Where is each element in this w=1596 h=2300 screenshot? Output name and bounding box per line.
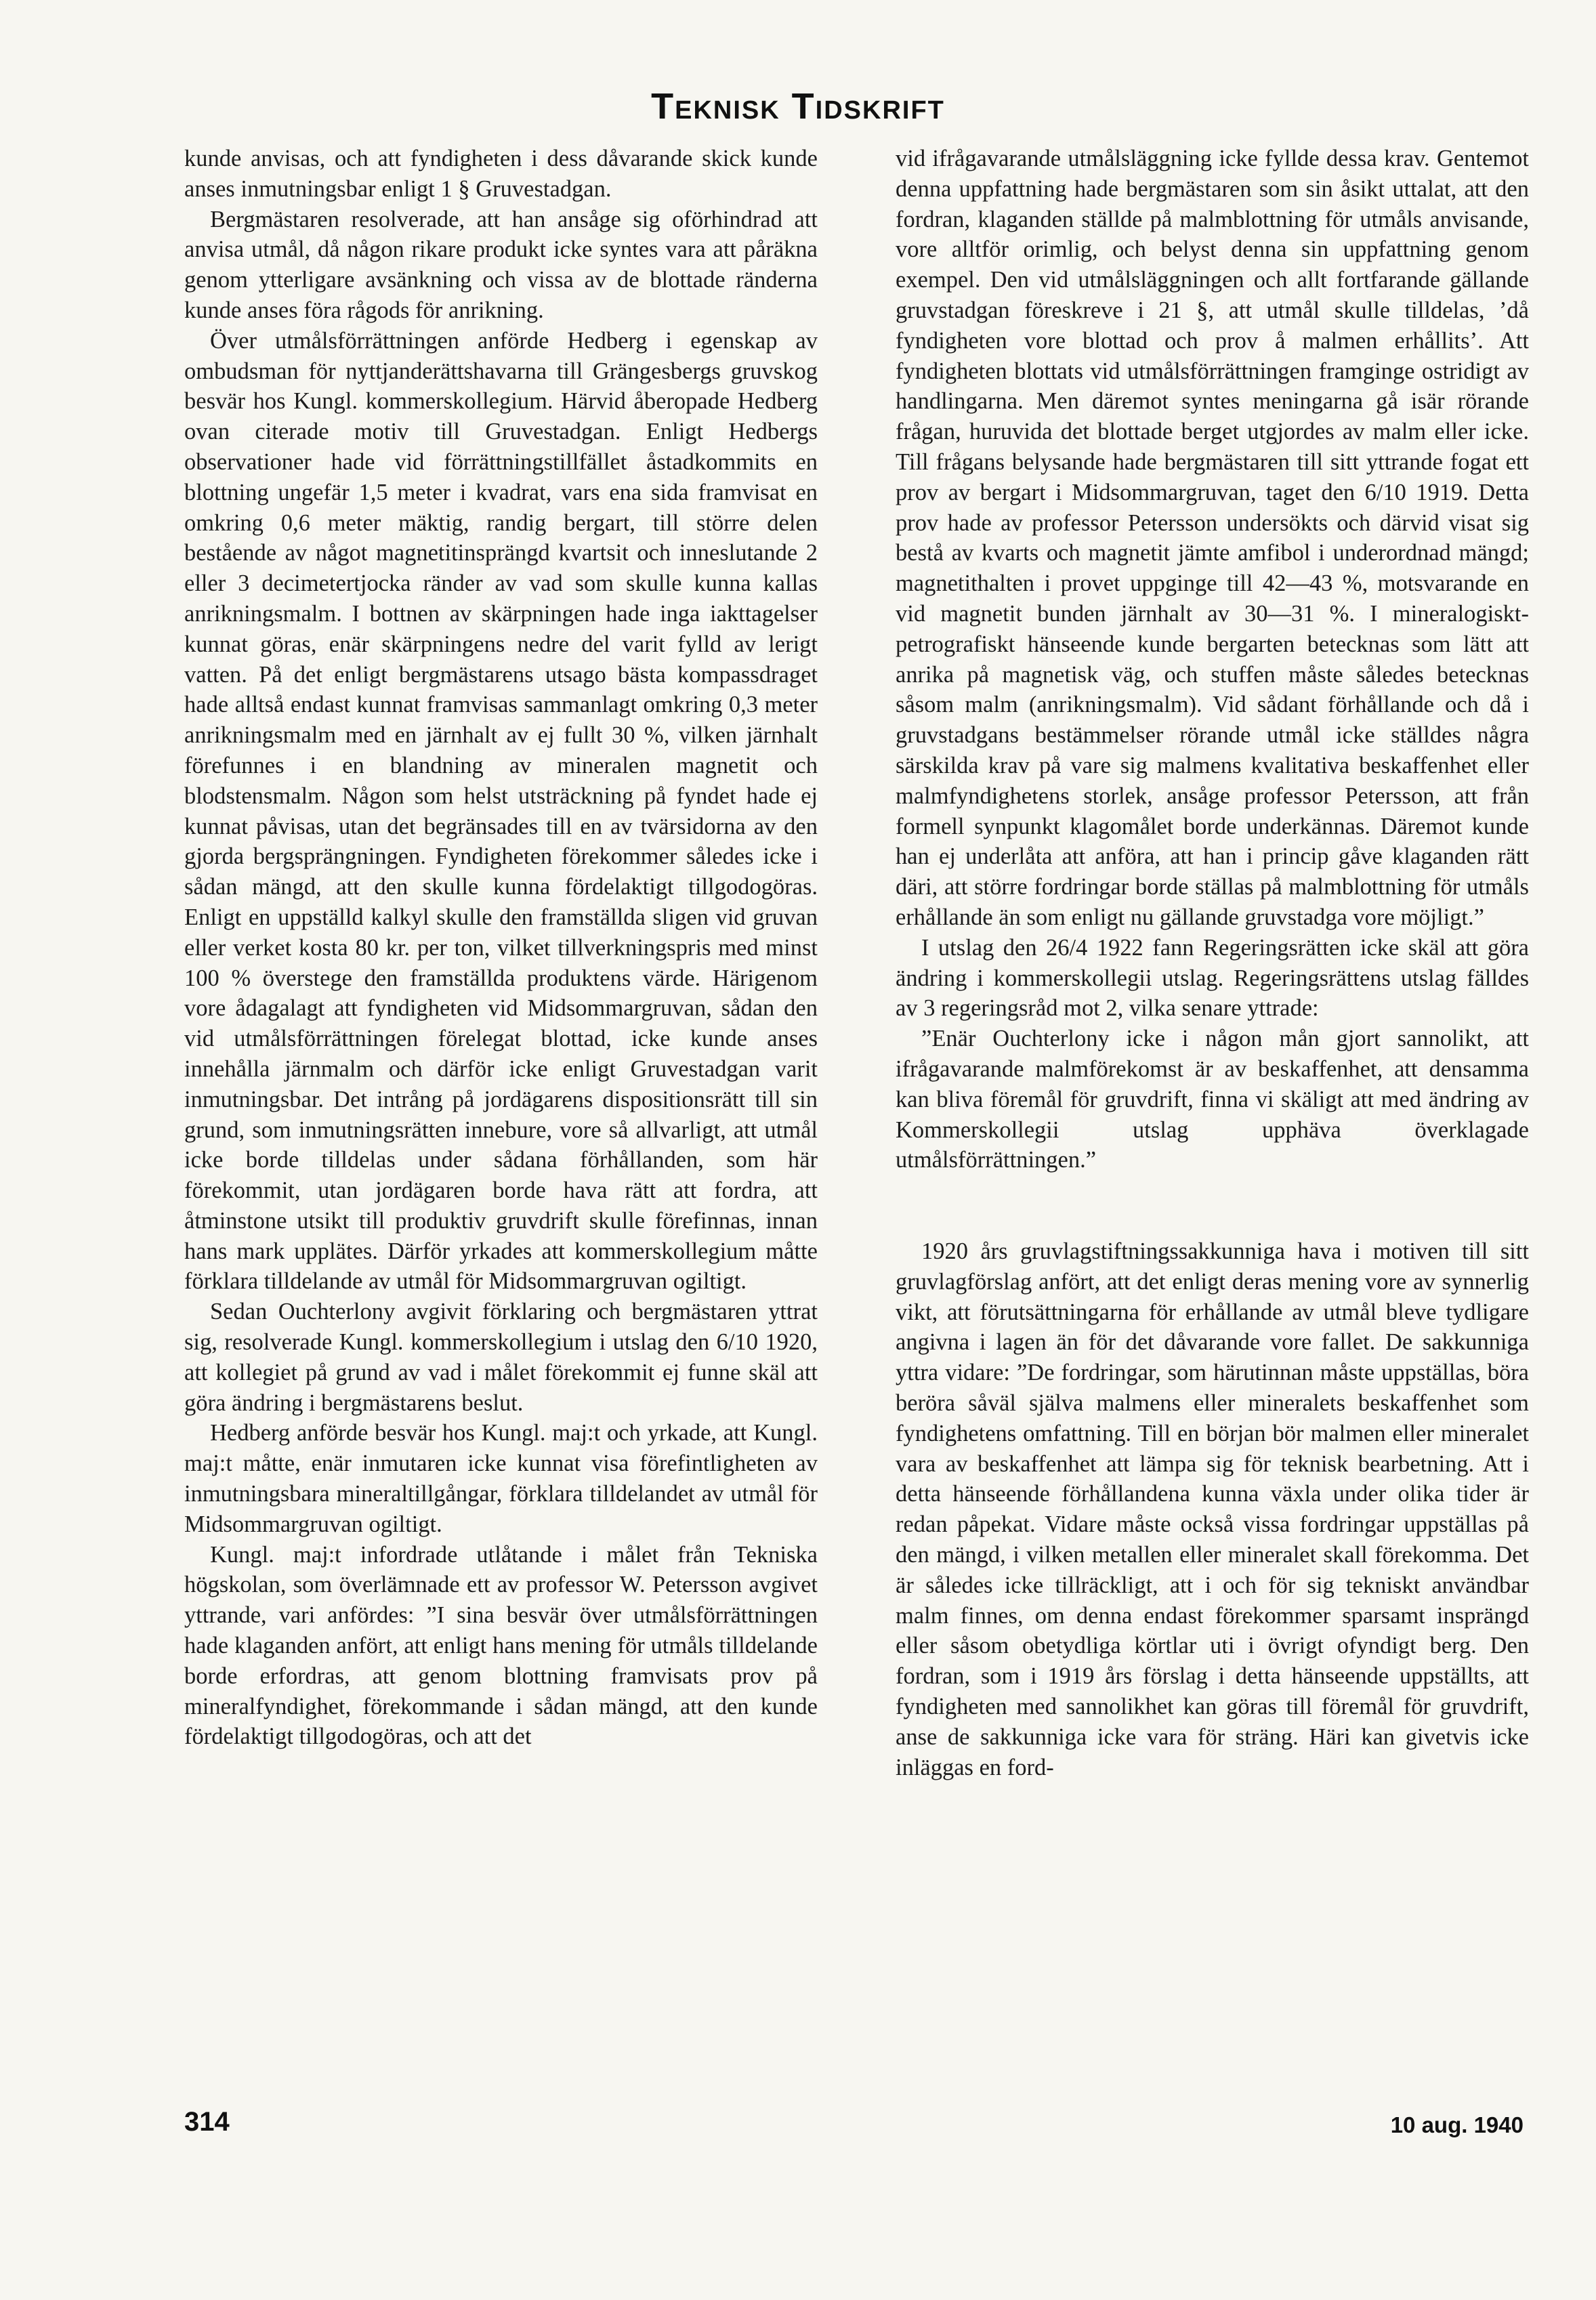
- journal-title: Teknisk Tidskrift: [651, 86, 945, 127]
- paragraph: 1920 års gruvlagstiftningssakkunniga hava i motiven till sitt gruvlagförslag anfört, att det enligt deras mening vore av synnerlig vikt, att förutsättningarna för erhållande av utmål bleve tydligare angivna i lagen än för det dåvarande vore fallet. De sakkunniga yttra vidare: ”De fordringar, som härutinnan måste uppställas, böra beröra såväl själva malmens eller mineralets beskaffenhet som fyndighetens omfattning. Till en början bör malmen eller mineralet vara av beskaffenhet att lämpa sig för teknisk bearbetning. Att i detta hänseende förhållandena kunna växla under olika tider är redan påpekat. Vidare måste också vissa fordringar uppställas på den mängd, i vilken metallen eller mineralet skall förekomma. Det är således icke tillräckligt, att i och för sig tekniskt användbar malm finnes, om denna endast förekommer sparsamt insprängd eller såsom obetydliga körtlar uti i övrigt ofyndigt berg. Den fordran, som i 1919 års förslag i detta hänseende uppställts, att fyndigheten med sannolikhet kan göras till föremål för gruvdrift, anse de sakkunniga icke vara för sträng. Häri kan givetvis icke inläggas en ford-: [896, 1238, 1529, 1780]
- paragraph: Hedberg anförde besvär hos Kungl. maj:t och yrkade, att Kungl. maj:t måtte, enär inmutaren icke kunnat visa förefintligheten av inmutningsbara mineraltillgångar, förklara tilldelandet av utmål för Midsommargruvan ogiltigt.: [184, 1420, 818, 1537]
- paragraph: kunde anvisas, och att fyndigheten i dess dåvarande skick kunde anses inmutningsbar enligt 1 § Gruvestadgan.: [184, 146, 818, 202]
- quoted-dissent: ”Enär Ouchterlony icke i någon mån gjort sannolikt, att ifrågavarande malmförekomst är av beskaffenhet, att densamma kan bliva föremål för gruvdrift, finna vi skäligt att med ändring av Kommerskollegii utslag upphäva överklagade utmålsförrättningen.”: [896, 1026, 1529, 1173]
- paragraph: Över utmålsförrättningen anförde Hedberg i egenskap av ombudsman för nyttjanderättshavarna till Grängesbergs gruvskog besvär hos Kungl. kommerskollegium. Härvid åberopade Hedberg ovan citerade motiv till Gruvestadgan. Enligt Hedbergs observationer hade vid förrättningstillfället åstadkommits en blottning ungefär 1,5 meter i kvadrat, vars ena sida framvisat en omkring 0,6 meter mäktig, randig bergart, till större delen bestående av något magnetitinsprängd kvartsit och inneslutande 2 eller 3 decimetertjocka ränder av vad som skulle kunna kallas anrikningsmalm. I bottnen av skärpningen hade inga iakttagelser kunnat göras, enär skärpningens nedre del varit fylld av lerigt vatten. På det enligt bergmästarens utsago bästa kompassdraget hade alltså endast kunnat framvisas sammanlagt omkring 0,3 meter anrikningsmalm med en järnhalt av ej fullt 30 %, vilken järnhalt förefunnes i en blandning av mineralen magnetit och blodstensmalm. Någon som helst utsträckning på fyndet hade ej kunnat påvisas, utan det begränsades till en av tvärsidorna av den gjorda bergsprängningen. Fyndigheten förekommer således icke i sådan mängd, att den skulle kunna fördelaktigt tillgodogöras. Enligt en uppställd kalkyl skulle den framställda sligen vid gruvan eller verket kosta 80 kr. per ton, vilket tillverkningspris med minst 100 % överstege den framställda produktens värde. Härigenom vore ådagalagt att fyndigheten vid Midsommargruvan, sådan den vid utmålsförrättningen förelegat blottad, icke kunde anses innehålla järnmalm och därför icke enligt Gruvestadgan varit inmutningsbar. Det intrång på jordägarens dispositionsrätt till sin grund, som inmutningsrätten innebure, vore så allvarligt, att utmål icke borde tilldelas under sådana förhållanden, som här förekommit, utan jordägaren borde hava rätt att fordra, att åtminstone utsikt till produktiv gruvdrift skulle förefinnas, innan hans mark upplätes. Därför yrkades att kommerskollegium måtte förklara tilldelande av utmål för Midsommargruvan ogiltigt.: [184, 327, 818, 1295]
- paragraph: I utslag den 26/4 1922 fann Regeringsrätten icke skäl att göra ändring i kommerskollegii utslag. Regeringsrättens utslag fälldes av 3 regeringsråd mot 2, vilka senare yttrade:: [896, 934, 1529, 1022]
- right-column: [896, 144, 1529, 1782]
- paragraph: Kungl. maj:t infordrade utlåtande i målet från Tekniska högskolan, som överlämnade ett av professor W. Petersson avgivet yttrande, vari anfördes: ”I sina besvär över utmålsförrättningen hade klaganden anfört, att enligt hans mening för utmåls tilldelande borde erfordras, att genom blottning framvisats prov på mineralfyndighet, förekommande i sådan mängd, att den kunde fördelaktigt tillgodogöras, och att det: [184, 1541, 818, 1750]
- left-column: [184, 144, 818, 1752]
- page-number: 314: [184, 2107, 230, 2137]
- paragraph: vid ifrågavarande utmålsläggning icke fyllde dessa krav. Gentemot denna uppfattning hade bergmästaren som sin åsikt uttalat, att den fordran, klaganden ställde på malmblottning för utmåls anvisande, vore alltför orimlig, och belyst denna sin uppfattning genom exempel. Den vid utmålsläggningen och allt fortfarande gällande gruvstadgan föreskreve i 21 §, att utmål skulle tilldelas, ’då fyndigheten vore blottad och prov å malmen erhållits’. Att fyndigheten blottats vid utmålsförrättningen framginge ostridigt av handlingarna. Men däremot syntes meningarna gå isär rörande frågan, huruvida det blottade berget utgjordes av malm eller icke. Till frågans belysande hade bergmästaren till sitt yttrande fogat ett prov av bergart i Midsommargruvan, taget den 6/10 1919. Detta prov hade av professor Petersson undersökts och därvid visat sig bestå av kvarts och magnetit jämte amfibol i underordnad mängd; magnetithalten i provet uppginge till 42—43 %, motsvarande en vid magnetit bunden järnhalt av 30—31 %. I mineralogiskt-petrografiskt hänseende kunde bergarten betecknas som lätt att anrika på magnetisk väg, och stuffen måste således betecknas såsom malm (anrikningsmalm). Vid sådant förhållande och då i gruvstadgans bestämmelser rörande utmål icke ställdes några särskilda krav på vare sig malmens kvalitativa beskaffenhet eller malmfyndighetens storlek, ansåge professor Petersson, att från formell synpunkt klagomålet borde underkännas. Däremot kunde han ej underlåta att anföra, att han i princip gåve klaganden rätt däri, att större fordringar borde ställas på malmblottning för utmåls erhållande än som enligt nu gällande gruvstadga vore möjligt.”: [896, 146, 1529, 930]
- paragraph: Sedan Ouchterlony avgivit förklaring och bergmästaren yttrat sig, resolverade Kungl. kommerskollegium i utslag den 6/10 1920, att kollegiet på grund av vad i målet förekommit ej funne skäl att göra ändring i bergmästarens beslut.: [184, 1299, 818, 1416]
- paragraph: Bergmästaren resolverade, att han ansåge sig oförhindrad att anvisa utmål, då någon rikare produkt icke syntes vara att påräkna genom ytterligare avsänkning och vissa av de blottade ränderna kunde anses föra rågods för anrikning.: [184, 206, 818, 323]
- issue-date: 10 aug. 1940: [1390, 2112, 1524, 2137]
